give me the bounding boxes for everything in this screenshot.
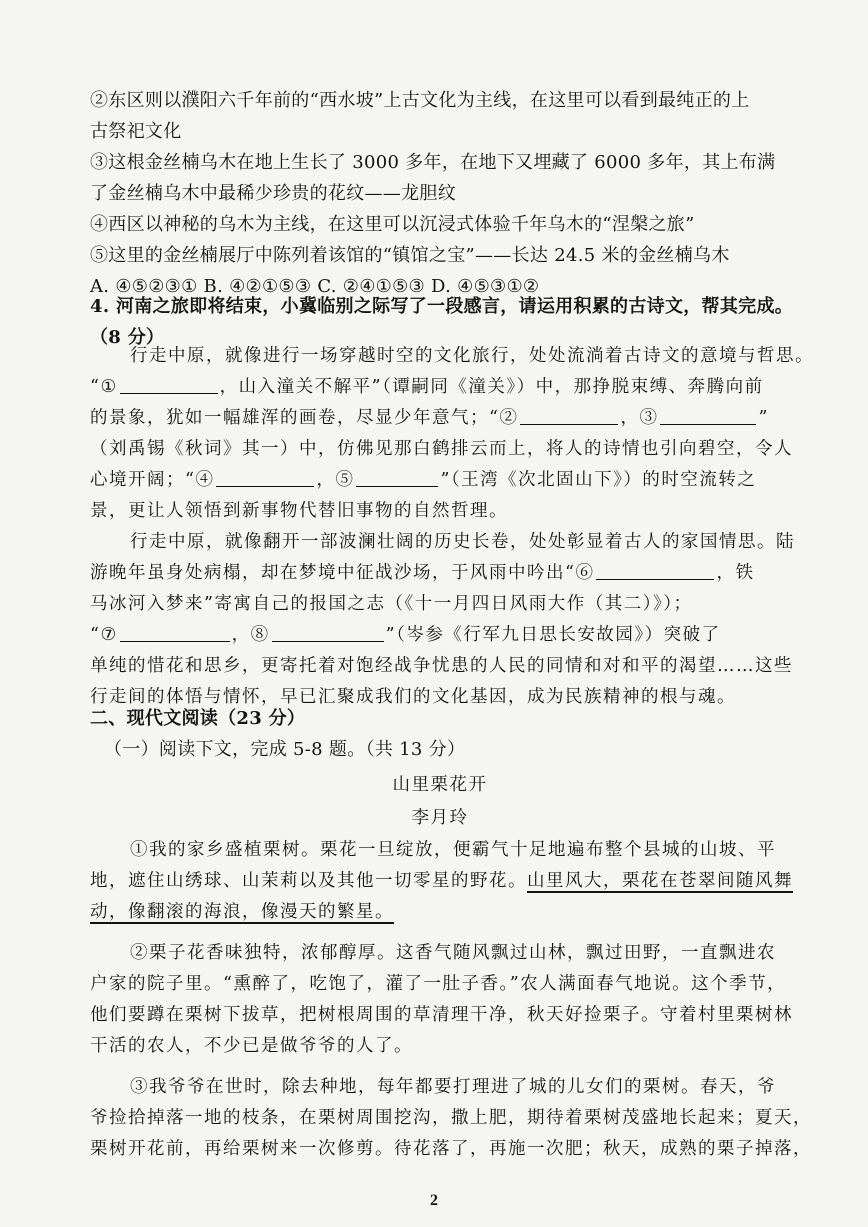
essay-p3-line-3: 栗树开花前，再给栗树来一次修剪。待花落了，再施一次肥；秋天，成熟的栗子掉落， (90, 1139, 812, 1159)
essay-p3-line-2: 爷捡拾掉落一地的枝条，在栗树周围挖沟，撒上肥，期待着栗树茂盛地长起来；夏天， (90, 1108, 812, 1128)
blank-4[interactable] (216, 468, 314, 487)
passage-p1-line-1: 行走中原，就像进行一场穿越时空的文化旅行，处处流淌着古诗文的意境与哲思。 (130, 346, 814, 366)
passage-text: ，山入潼关不解平”（谭嗣同《潼关》）中，那挣脱束缚、奔腾向前 (219, 377, 764, 397)
passage-text: 心境开阔；“④ (90, 470, 215, 490)
passage-text: ，③ (620, 408, 659, 428)
passage-text: 的景象，犹如一幅雄浑的画卷，尽显少年意气；“② (90, 408, 519, 428)
passage-text: ”（王湾《次北固山下》）的时空流转之 (440, 470, 757, 490)
passage-p1-line-6: 景，更让人领悟到新事物代替旧事物的自然哲理。 (90, 501, 508, 521)
passage-p1-line-3 (90, 403, 790, 434)
passage-p2-line-3: 马冰河入梦来”寄寓自己的报国之志（《十一月四日风雨大作（其二）》）； (90, 594, 693, 614)
item-3-line-1: ③这根金丝楠乌木在地上生长了 3000 多年，在地下又埋藏了 6000 多年，其上布满 (90, 152, 776, 173)
blank-5[interactable] (356, 468, 438, 487)
item-2-line-1: ②东区则以濮阳六千年前的“西水坡”上古文化为主线，在这里可以看到最纯正的上 (90, 90, 750, 111)
passage-p2-line-6: 行走间的体悟与情怀，早已汇聚成我们的文化基因，成为民族精神的根与魂。 (90, 687, 736, 707)
essay-p2-line-2: 户家的院子里。“熏醉了，吃饱了，灌了一肚子香。”农人满面春气地说。这个季节， (90, 974, 787, 994)
essay-p2-line-1: ②栗子花香味独特，浓郁醇厚。这香气随风飘过山林，飘过田野，一直飘进农 (130, 943, 776, 963)
essay-p3-line-1: ③我爷爷在世时，除去种地，每年都要打理进了城的儿女们的栗树。春天，爷 (130, 1077, 776, 1097)
ordering-items (90, 85, 790, 302)
essay-p2-line-3: 他们要蹲在栗树下拔草，把树根周围的草清理干净，秋天好捡栗子。守着村里栗树林 (90, 1005, 793, 1025)
question-4-passage (90, 341, 814, 713)
passage-text: ，铁 (716, 563, 755, 583)
item-5: ⑤这里的金丝楠展厅中陈列着该馆的“镇馆之宝”——长达 24.5 米的金丝楠乌木 (90, 245, 730, 266)
quote-open: “① (90, 377, 118, 397)
passage-p1-line-5 (90, 465, 790, 496)
item-4: ④西区以神秘的乌木为主线，在这里可以沉浸式体验千年乌木的“涅槃之旅” (90, 214, 695, 235)
item-3-line-2: 了金丝楠乌木中最稀少珍贵的花纹——龙胆纹 (90, 183, 456, 204)
passage-text: ，⑤ (316, 470, 355, 490)
blank-2[interactable] (520, 406, 618, 425)
essay-body (90, 835, 812, 1165)
passage-p1-line-2 (90, 372, 790, 403)
essay-heading (90, 770, 790, 834)
passage-text: ” (758, 408, 769, 428)
answer-options: A. ④⑤②③① B. ④②①⑤③ C. ②④①⑤③ D. ④⑤③①② (90, 276, 540, 297)
essay-title: 山里栗花开 (392, 775, 488, 795)
section-2-header (90, 703, 790, 765)
section-2-subtitle: （一）阅读下文，完成 5-8 题。（共 13 分） (104, 739, 466, 760)
passage-text: ”（岑参《行军九日思长安故园》）突破了 (385, 625, 721, 645)
essay-p1-line-2 (90, 866, 793, 897)
underlined-sentence: 山里风大，栗花在苍翠间随风舞 (527, 871, 793, 891)
item-2-line-2: 古祭祀文化 (90, 121, 182, 142)
section-2-title: 二、现代文阅读（23 分） (90, 708, 306, 729)
blank-8[interactable] (272, 623, 384, 642)
question-4-score: （8 分） (90, 327, 165, 348)
passage-text: 游晚年虽身处病榻，却在梦境中征战沙场，于风雨中吟出“⑥ (90, 563, 595, 583)
essay-p1-line-3 (90, 897, 790, 928)
blank-1[interactable] (120, 375, 218, 394)
blank-3[interactable] (660, 406, 756, 425)
essay-author: 李月玲 (411, 808, 469, 828)
passage-p2-line-5: 单纯的惜花和思乡，更寄托着对饱经战争忧患的人民的同情和对和平的渴望……这些 (90, 656, 793, 676)
question-4-title: 4. 河南之旅即将结束，小冀临别之际写了一段感言，请运用积累的古诗文，帮其完成。 (90, 296, 794, 317)
essay-p1-line-1: ①我的家乡盛植栗树。栗花一旦绽放，便霸气十足地遍布整个县城的山坡、平 (130, 840, 776, 860)
passage-p2-line-4 (90, 620, 790, 651)
blank-6[interactable] (596, 561, 714, 580)
passage-p2-line-2 (90, 558, 790, 589)
page-number: 2 (430, 1192, 438, 1209)
essay-p2-line-4: 干活的农人，不少已是做爷爷的人了。 (90, 1036, 413, 1056)
blank-7[interactable] (120, 623, 230, 642)
passage-text: “⑦ (90, 625, 118, 645)
passage-text: ，⑧ (231, 625, 270, 645)
underlined-sentence: 动，像翻滚的海浪，像漫天的繁星。 (90, 902, 394, 922)
passage-p2-line-1: 行走中原，就像翻开一部波澜壮阔的历史长卷，处处彰显着古人的家国情思。陆 (130, 532, 795, 552)
passage-p1-line-4: （刘禹锡《秋词》其一）中，仿佛见那白鹤排云而上，将人的诗情也引向碧空，令人 (90, 439, 793, 459)
essay-text: 地，遮住山绣球、山茉莉以及其他一切零星的野花。 (90, 871, 527, 891)
